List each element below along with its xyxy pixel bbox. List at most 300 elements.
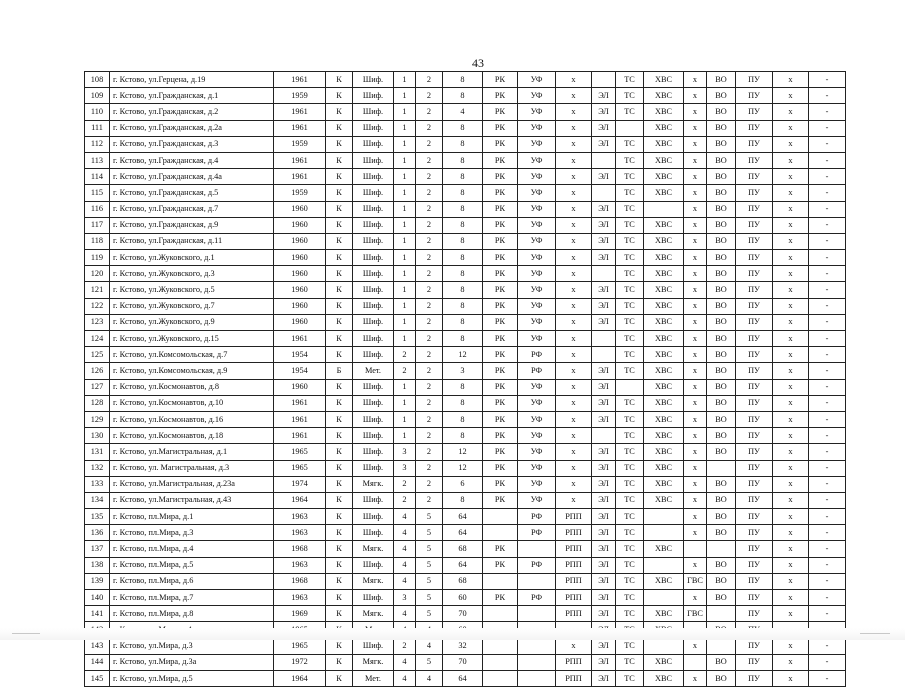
col-x1-cell: х [556,72,592,88]
col-x1-cell: х [556,217,592,233]
row-number-cell: 124 [85,331,110,347]
apartments-cell: 8 [443,136,483,152]
roof-material-cell: Шиф. [353,136,394,152]
col-x2-cell: х [773,282,809,298]
col-facade-cell [518,606,556,622]
col-facade-cell [518,654,556,670]
col-facade-cell: РФ [518,509,556,525]
col-pu-cell: ПУ [736,88,773,104]
col-electric-cell: ЭЛ [592,217,616,233]
entrances-cell: 3 [394,590,416,606]
col-x2-cell: х [773,331,809,347]
entrances-cell: 2 [394,347,416,363]
col-cold-water-cell: ХВС [644,169,684,185]
col-rk-cell: РК [483,314,518,330]
roof-material-cell: Шиф. [353,444,394,460]
table-row [85,379,846,395]
col-hot-water-cell: х [684,104,707,120]
table-row [85,282,846,298]
col-hot-water-cell: х [684,282,707,298]
col-facade-cell: УФ [518,282,556,298]
col-heating-cell: ТС [616,185,644,201]
wall-material-cell: К [326,72,353,88]
table-row [85,492,846,508]
col-cold-water-cell: ХВС [644,266,684,282]
col-pu-cell: ПУ [736,590,773,606]
row-number-cell: 123 [85,314,110,330]
col-dash-cell: - [809,428,846,444]
table-row [85,152,846,168]
col-hot-water-cell: х [684,590,707,606]
col-electric-cell: ЭЛ [592,363,616,379]
col-dash-cell: - [809,476,846,492]
col-pu-cell: ПУ [736,395,773,411]
col-drainage-cell [707,460,736,476]
col-dash-cell: - [809,509,846,525]
row-number-cell: 122 [85,298,110,314]
col-pu-cell: ПУ [736,185,773,201]
col-drainage-cell: ВО [707,169,736,185]
col-dash-cell: - [809,201,846,217]
wall-material-cell: К [326,314,353,330]
wall-material-cell: К [326,379,353,395]
col-heating-cell: ТС [616,88,644,104]
roof-material-cell: Шиф. [353,331,394,347]
roof-material-cell: Шиф. [353,104,394,120]
table-row [85,573,846,589]
address-cell: г. Кстово, ул.Жуковского, д.15 [110,331,274,347]
apartments-cell: 64 [443,525,483,541]
col-x2-cell: х [773,573,809,589]
floors-cell: 2 [416,250,443,266]
col-rk-cell: РК [483,541,518,557]
col-dash-cell: - [809,379,846,395]
col-rk-cell: РК [483,120,518,136]
floors-cell: 2 [416,72,443,88]
floors-cell: 2 [416,347,443,363]
row-number-cell: 116 [85,201,110,217]
col-dash-cell: - [809,169,846,185]
wall-material-cell: К [326,557,353,573]
year-built-cell: 1961 [274,411,326,427]
address-cell: г. Кстово, пл.Мира, д.6 [110,573,274,589]
col-facade-cell: УФ [518,395,556,411]
col-cold-water-cell [644,509,684,525]
col-x1-cell: х [556,120,592,136]
row-number-cell: 118 [85,233,110,249]
col-x1-cell: РПП [556,590,592,606]
table-row [85,185,846,201]
apartments-cell: 8 [443,233,483,249]
col-cold-water-cell: ХВС [644,282,684,298]
col-facade-cell: УФ [518,201,556,217]
table-row [85,557,846,573]
address-cell: г. Кстово, ул.Гражданская, д.3 [110,136,274,152]
col-x1-cell: х [556,428,592,444]
col-rk-cell: РК [483,460,518,476]
col-x1-cell: х [556,379,592,395]
year-built-cell: 1974 [274,476,326,492]
col-hot-water-cell: ГВС [684,573,707,589]
year-built-cell: 1961 [274,72,326,88]
col-cold-water-cell: ХВС [644,152,684,168]
col-dash-cell: - [809,492,846,508]
col-pu-cell: ПУ [736,282,773,298]
roof-material-cell: Шиф. [353,347,394,363]
apartments-cell: 68 [443,541,483,557]
col-electric-cell: ЭЛ [592,670,616,686]
table-row [85,363,846,379]
col-rk-cell [483,638,518,654]
col-drainage-cell: ВО [707,331,736,347]
col-heating-cell: ТС [616,314,644,330]
entrances-cell: 1 [394,233,416,249]
floors-cell: 2 [416,379,443,395]
col-heating-cell: ТС [616,136,644,152]
wall-material-cell: К [326,525,353,541]
address-cell: г. Кстово, ул.Гражданская, д.7 [110,201,274,217]
col-heating-cell: ТС [616,72,644,88]
floors-cell: 2 [416,331,443,347]
apartments-cell: 8 [443,379,483,395]
col-x2-cell: х [773,395,809,411]
roof-material-cell: Шиф. [353,201,394,217]
col-drainage-cell: ВО [707,476,736,492]
col-hot-water-cell: х [684,217,707,233]
col-dash-cell: - [809,104,846,120]
col-electric-cell: ЭЛ [592,169,616,185]
floors-cell: 2 [416,152,443,168]
col-x2-cell: х [773,670,809,686]
row-number-cell: 117 [85,217,110,233]
col-rk-cell: РК [483,395,518,411]
wall-material-cell: К [326,395,353,411]
col-hot-water-cell: х [684,379,707,395]
col-heating-cell: ТС [616,104,644,120]
col-hot-water-cell: х [684,72,707,88]
address-cell: г. Кстово, ул.Комсомольская, д.9 [110,363,274,379]
col-x2-cell: х [773,347,809,363]
year-built-cell: 1960 [274,217,326,233]
col-facade-cell: УФ [518,72,556,88]
entrances-cell: 2 [394,363,416,379]
col-x1-cell: х [556,298,592,314]
floors-cell: 2 [416,88,443,104]
entrances-cell: 1 [394,379,416,395]
col-drainage-cell: ВО [707,136,736,152]
year-built-cell: 1960 [274,266,326,282]
roof-material-cell: Шиф. [353,185,394,201]
col-pu-cell: ПУ [736,606,773,622]
col-rk-cell: РК [483,201,518,217]
col-drainage-cell: ВО [707,201,736,217]
col-pu-cell: ПУ [736,266,773,282]
wall-material-cell: К [326,654,353,670]
col-drainage-cell: ВО [707,557,736,573]
col-electric-cell [592,72,616,88]
col-dash-cell: - [809,152,846,168]
address-cell: г. Кстово, ул.Гражданская, д.11 [110,233,274,249]
row-number-cell: 127 [85,379,110,395]
wall-material-cell: К [326,670,353,686]
col-heating-cell: ТС [616,395,644,411]
col-electric-cell [592,331,616,347]
col-electric-cell: ЭЛ [592,541,616,557]
address-cell: г. Кстово, ул.Гражданская, д.9 [110,217,274,233]
col-cold-water-cell: ХВС [644,298,684,314]
col-cold-water-cell: ХВС [644,136,684,152]
table-row [85,411,846,427]
wall-material-cell: К [326,444,353,460]
col-x2-cell: х [773,541,809,557]
roof-material-cell: Шиф. [353,169,394,185]
year-built-cell: 1965 [274,638,326,654]
col-cold-water-cell: ХВС [644,444,684,460]
col-hot-water-cell: х [684,266,707,282]
roof-material-cell: Шиф. [353,509,394,525]
scan-edge [0,628,905,640]
wall-material-cell: К [326,573,353,589]
row-number-cell: 109 [85,88,110,104]
table-row [85,72,846,88]
col-cold-water-cell: ХВС [644,185,684,201]
wall-material-cell: К [326,331,353,347]
col-dash-cell: - [809,363,846,379]
roof-material-cell: Шиф. [353,298,394,314]
col-hot-water-cell: х [684,557,707,573]
wall-material-cell: К [326,233,353,249]
col-heating-cell: ТС [616,606,644,622]
col-drainage-cell: ВО [707,152,736,168]
wall-material-cell: К [326,169,353,185]
wall-material-cell: К [326,347,353,363]
col-pu-cell: ПУ [736,298,773,314]
entrances-cell: 1 [394,428,416,444]
col-drainage-cell: ВО [707,363,736,379]
col-x2-cell: х [773,298,809,314]
apartments-cell: 8 [443,282,483,298]
col-facade-cell [518,573,556,589]
apartments-cell: 12 [443,460,483,476]
roof-material-cell: Мягк. [353,606,394,622]
year-built-cell: 1959 [274,88,326,104]
row-number-cell: 143 [85,638,110,654]
col-pu-cell: ПУ [736,654,773,670]
col-dash-cell: - [809,120,846,136]
col-drainage-cell [707,638,736,654]
col-cold-water-cell: ХВС [644,314,684,330]
wall-material-cell: К [326,201,353,217]
table-row [85,201,846,217]
col-facade-cell: УФ [518,104,556,120]
col-electric-cell: ЭЛ [592,525,616,541]
col-rk-cell: РК [483,185,518,201]
entrances-cell: 1 [394,250,416,266]
col-cold-water-cell: ХВС [644,347,684,363]
apartments-cell: 8 [443,169,483,185]
col-dash-cell: - [809,525,846,541]
roof-material-cell: Шиф. [353,379,394,395]
col-rk-cell: РК [483,379,518,395]
col-x1-cell: х [556,411,592,427]
col-cold-water-cell: ХВС [644,460,684,476]
col-cold-water-cell: ХВС [644,72,684,88]
col-dash-cell: - [809,411,846,427]
col-heating-cell: ТС [616,557,644,573]
col-facade-cell: УФ [518,460,556,476]
year-built-cell: 1959 [274,136,326,152]
col-electric-cell [592,347,616,363]
wall-material-cell: К [326,185,353,201]
row-number-cell: 135 [85,509,110,525]
col-heating-cell: ТС [616,492,644,508]
col-facade-cell: УФ [518,411,556,427]
col-rk-cell: РК [483,266,518,282]
col-hot-water-cell: х [684,525,707,541]
apartments-cell: 8 [443,395,483,411]
col-x2-cell: х [773,444,809,460]
col-hot-water-cell: х [684,298,707,314]
col-electric-cell: ЭЛ [592,88,616,104]
col-hot-water-cell: х [684,250,707,266]
col-drainage-cell: ВО [707,185,736,201]
year-built-cell: 1960 [274,201,326,217]
col-dash-cell: - [809,136,846,152]
table-row [85,331,846,347]
table-row [85,638,846,654]
row-number-cell: 136 [85,525,110,541]
row-number-cell: 114 [85,169,110,185]
col-drainage-cell: ВО [707,88,736,104]
col-cold-water-cell: ХВС [644,250,684,266]
floors-cell: 2 [416,217,443,233]
col-drainage-cell: ВО [707,573,736,589]
col-electric-cell: ЭЛ [592,282,616,298]
col-rk-cell: РК [483,233,518,249]
col-pu-cell: ПУ [736,492,773,508]
roof-material-cell: Шиф. [353,525,394,541]
wall-material-cell: К [326,590,353,606]
col-facade-cell: УФ [518,250,556,266]
table-row [85,590,846,606]
col-dash-cell: - [809,282,846,298]
col-x1-cell: х [556,282,592,298]
col-cold-water-cell [644,525,684,541]
col-pu-cell: ПУ [736,509,773,525]
table-row [85,250,846,266]
col-x1-cell: х [556,331,592,347]
col-drainage-cell: ВО [707,347,736,363]
col-electric-cell: ЭЛ [592,395,616,411]
col-rk-cell: РК [483,476,518,492]
col-dash-cell: - [809,88,846,104]
address-cell: г. Кстово, ул.Жуковского, д.3 [110,266,274,282]
col-drainage-cell: ВО [707,395,736,411]
col-cold-water-cell: ХВС [644,104,684,120]
col-rk-cell: РК [483,331,518,347]
register-body [85,72,846,687]
address-cell: г. Кстово, ул.Мира, д.3 [110,638,274,654]
address-cell: г. Кстово, ул.Космонавтов, д.18 [110,428,274,444]
col-pu-cell: ПУ [736,379,773,395]
col-rk-cell: РК [483,590,518,606]
floors-cell: 2 [416,104,443,120]
wall-material-cell: К [326,298,353,314]
col-x1-cell: х [556,152,592,168]
wall-material-cell: К [326,428,353,444]
col-electric-cell [592,266,616,282]
year-built-cell: 1972 [274,654,326,670]
entrances-cell: 4 [394,541,416,557]
col-heating-cell: ТС [616,298,644,314]
col-facade-cell: УФ [518,266,556,282]
col-heating-cell: ТС [616,509,644,525]
col-dash-cell: - [809,250,846,266]
col-drainage-cell: ВО [707,298,736,314]
apartments-cell: 12 [443,444,483,460]
floors-cell: 2 [416,136,443,152]
col-electric-cell: ЭЛ [592,476,616,492]
floors-cell: 2 [416,120,443,136]
col-rk-cell [483,670,518,686]
apartments-cell: 32 [443,638,483,654]
address-cell: г. Кстово, ул.Гражданская, д.1 [110,88,274,104]
col-heating-cell: ТС [616,152,644,168]
wall-material-cell: К [326,460,353,476]
col-facade-cell: УФ [518,120,556,136]
col-pu-cell: ПУ [736,557,773,573]
col-dash-cell: - [809,654,846,670]
roof-material-cell: Шиф. [353,152,394,168]
col-pu-cell: ПУ [736,104,773,120]
col-x1-cell: х [556,169,592,185]
year-built-cell: 1969 [274,606,326,622]
col-heating-cell: ТС [616,444,644,460]
col-heating-cell: ТС [616,266,644,282]
col-dash-cell: - [809,217,846,233]
col-dash-cell: - [809,233,846,249]
col-hot-water-cell: х [684,201,707,217]
col-hot-water-cell: х [684,347,707,363]
col-dash-cell: - [809,670,846,686]
roof-material-cell: Мягк. [353,476,394,492]
col-x1-cell: РПП [556,654,592,670]
col-heating-cell: ТС [616,654,644,670]
address-cell: г. Кстово, ул.Жуковского, д.1 [110,250,274,266]
entrances-cell: 1 [394,331,416,347]
year-built-cell: 1954 [274,363,326,379]
year-built-cell: 1964 [274,492,326,508]
year-built-cell: 1960 [274,250,326,266]
col-heating-cell: ТС [616,347,644,363]
col-heating-cell: ТС [616,217,644,233]
col-cold-water-cell: ХВС [644,217,684,233]
col-pu-cell: ПУ [736,363,773,379]
entrances-cell: 1 [394,201,416,217]
floors-cell: 2 [416,476,443,492]
col-rk-cell: РК [483,347,518,363]
col-x1-cell: х [556,347,592,363]
col-cold-water-cell [644,201,684,217]
col-facade-cell: РФ [518,557,556,573]
table-row [85,606,846,622]
apartments-cell: 70 [443,654,483,670]
address-cell: г. Кстово, ул.Магистральная, д.43 [110,492,274,508]
row-number-cell: 133 [85,476,110,492]
wall-material-cell: К [326,411,353,427]
col-cold-water-cell [644,557,684,573]
wall-material-cell: К [326,606,353,622]
